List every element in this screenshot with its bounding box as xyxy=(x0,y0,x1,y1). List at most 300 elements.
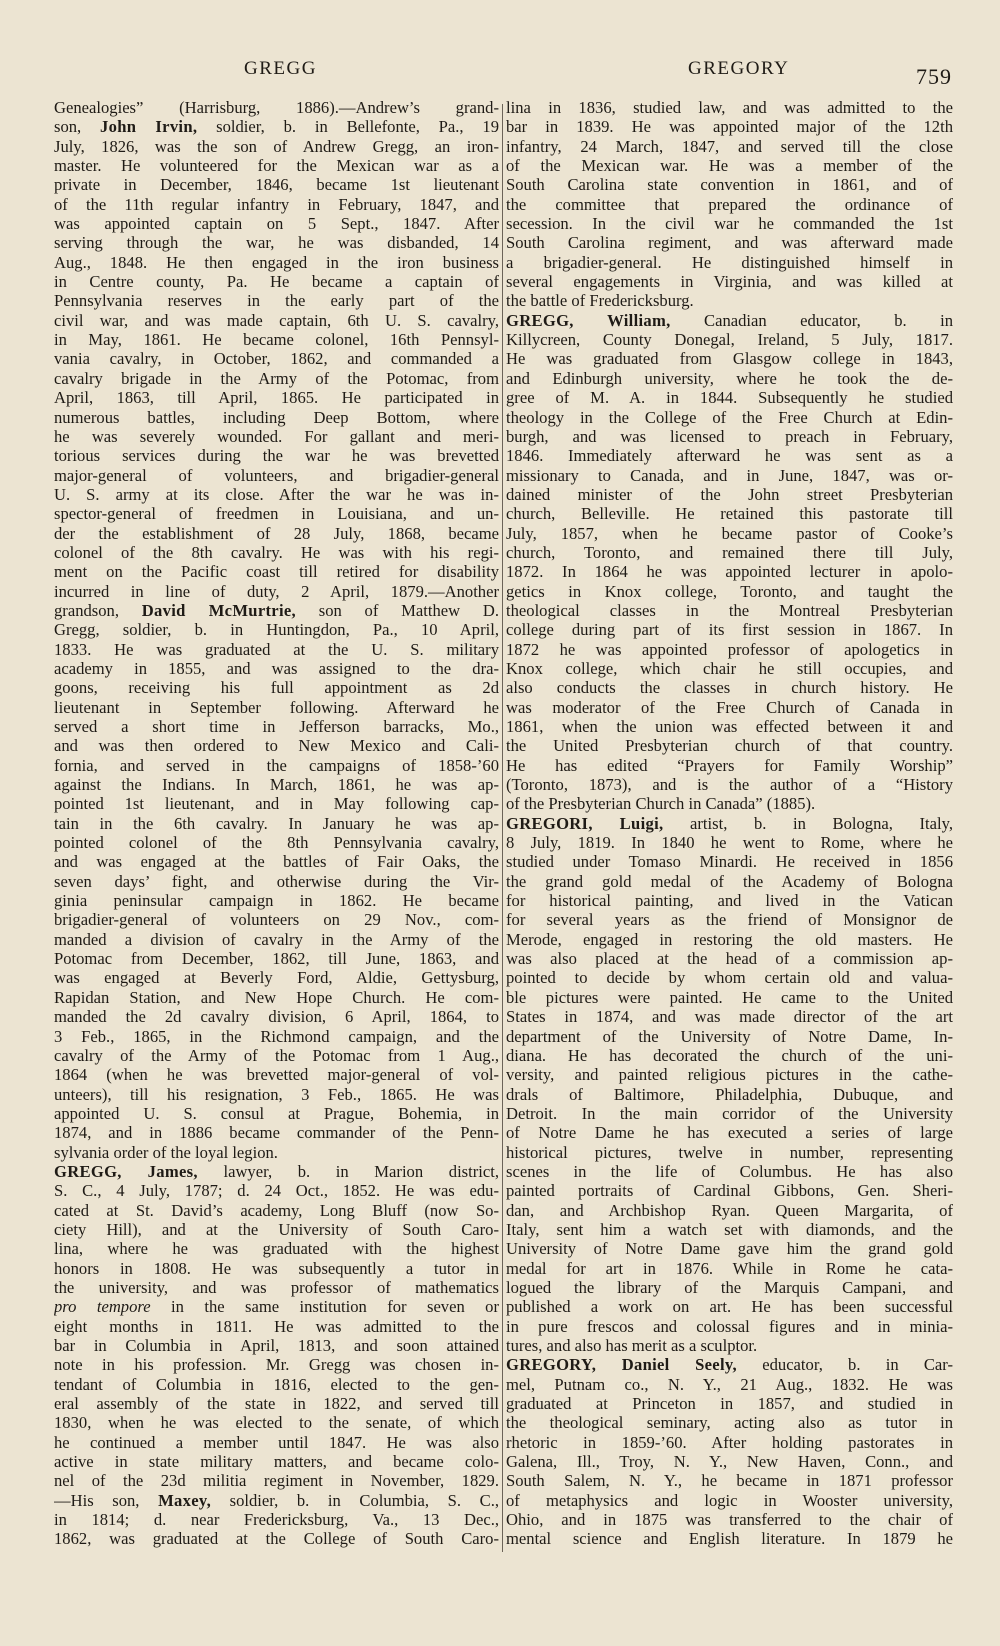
text-line xyxy=(506,117,953,136)
text-line xyxy=(506,968,953,987)
text-run: spector-general of freedmen in Louisiana, and un- xyxy=(54,504,499,524)
text-run: he was severely wounded. For gallant and meri- xyxy=(54,426,499,446)
text-run: grandson, xyxy=(54,600,142,620)
text-line xyxy=(54,1452,499,1471)
text-run: colonel of the 8th cavalry. He was with his regi- xyxy=(54,542,499,562)
text-run: historical pictures, twelve in number, representing xyxy=(506,1142,953,1162)
text-run: in the same institution for seven or xyxy=(150,1297,499,1317)
text-run: ment on the Pacific coast till retired for disability xyxy=(54,562,499,582)
text-line xyxy=(54,794,499,813)
text-line xyxy=(54,117,499,136)
text-run: of the Mexican war. He was a member of the xyxy=(506,156,953,176)
text-run: S. C., 4 July, 1787; d. 24 Oct., 1852. He was edu- xyxy=(54,1181,499,1201)
text-line xyxy=(506,1452,953,1471)
text-run: educator, b. in Car- xyxy=(737,1355,953,1375)
text-run: was moderator of the Free Church of Canada in xyxy=(506,697,953,717)
text-run: drals of Baltimore, Philadelphia, Dubuque, and xyxy=(506,1084,953,1104)
text-run: soldier, b. in Columbia, S. C., xyxy=(211,1490,499,1510)
text-run: academy in 1855, and was assigned to the dra- xyxy=(54,658,499,678)
text-line xyxy=(54,1355,499,1374)
text-run: Detroit. In the main corridor of the University xyxy=(506,1103,953,1123)
text-line xyxy=(506,891,953,910)
text-run: rhetoric in 1859-’60. After holding pastorates in xyxy=(506,1432,953,1452)
text-run: of Notre Dame he has executed a series of large xyxy=(506,1123,953,1143)
text-line xyxy=(506,485,953,504)
text-line xyxy=(54,620,499,639)
entry-heading: GREGORI, Luigi, xyxy=(506,813,664,833)
text-line xyxy=(506,949,953,968)
text-line xyxy=(54,968,499,987)
text-run: private in December, 1846, became 1st lieutenant xyxy=(54,175,499,195)
text-run: U. S. army at its close. After the war he was in- xyxy=(54,484,499,504)
text-run: South Salem, N. Y., he became in 1871 professor xyxy=(506,1471,953,1491)
column-divider xyxy=(502,104,503,1552)
text-line xyxy=(54,1433,499,1452)
text-run: Aug., 1848. He then engaged in the iron business xyxy=(54,252,499,272)
text-run: honors in 1808. He was subsequently a tutor in xyxy=(54,1258,499,1278)
text-line xyxy=(54,930,499,949)
text-run: department of the University of Notre Dame, In- xyxy=(506,1026,953,1046)
right-column xyxy=(506,98,953,1549)
text-line xyxy=(54,1259,499,1278)
text-run: lieutenant in September following. Afterward he xyxy=(54,697,499,717)
text-line xyxy=(506,137,953,156)
text-line xyxy=(506,717,953,736)
text-run: cavalry brigade in the Army of the Potomac, from xyxy=(54,368,499,388)
text-line xyxy=(506,272,953,291)
text-run: master. He volunteered for the Mexican war as a xyxy=(54,156,499,176)
text-line xyxy=(506,794,953,813)
text-run: —His son, xyxy=(54,1490,159,1510)
text-run: church, Toronto, and remained there till July, xyxy=(506,542,953,562)
text-run: nel of the 23d militia regiment in November, 1829. xyxy=(54,1471,499,1491)
text-line xyxy=(506,775,953,794)
text-run: active in state military matters, and became colo- xyxy=(54,1452,499,1472)
text-line xyxy=(54,1123,499,1142)
text-line xyxy=(506,1394,953,1413)
text-line xyxy=(506,504,953,523)
text-run: bar in 1839. He was appointed major of the 12th xyxy=(506,117,953,137)
text-line xyxy=(506,1220,953,1239)
text-line xyxy=(506,582,953,601)
text-line xyxy=(54,717,499,736)
text-line xyxy=(506,736,953,755)
text-run: was engaged at Beverly Ford, Aldie, Gettysburg, xyxy=(54,968,499,988)
text-line xyxy=(506,543,953,562)
text-line xyxy=(54,1085,499,1104)
text-run: Knox college, which chair he still occupies, and xyxy=(506,658,953,678)
text-line xyxy=(506,1375,953,1394)
text-line xyxy=(506,698,953,717)
text-run: Genealogies” (Harrisburg, 1886).—Andrew’s grand- xyxy=(54,98,499,117)
text-run: major-general of volunteers, and brigadier-general xyxy=(54,465,499,485)
text-line xyxy=(54,891,499,910)
text-line xyxy=(506,1355,953,1374)
text-line xyxy=(54,253,499,272)
text-line xyxy=(54,175,499,194)
text-run: fornia, and served in the campaigns of 1858-’60 xyxy=(54,755,499,775)
text-run: secession. In the civil war he commanded the 1st xyxy=(506,214,953,234)
text-run: lina, where he was graduated with the highest xyxy=(54,1239,499,1259)
text-line xyxy=(54,1491,499,1510)
text-run: for several years as the friend of Monsignor de xyxy=(506,910,953,930)
text-run: lina in 1836, studied law, and was admitted to the xyxy=(506,98,953,117)
text-run: and Edinburgh university, where he took the de- xyxy=(506,368,953,388)
text-run: Merode, engaged in restoring the old masters. He xyxy=(506,929,953,949)
text-line xyxy=(54,1007,499,1026)
text-line xyxy=(54,775,499,794)
italic-text: pro tempore xyxy=(54,1297,151,1317)
text-run: eight months in 1811. He was admitted to the xyxy=(54,1316,499,1336)
text-run: was also placed at the head of a commission ap- xyxy=(506,949,953,969)
text-run: the battle of Fredericksburg. xyxy=(506,291,694,311)
text-run: seven days’ fight, and otherwise during the Vir- xyxy=(54,871,499,891)
text-line xyxy=(506,1143,953,1162)
text-line xyxy=(506,1046,953,1065)
text-line xyxy=(506,601,953,620)
text-line xyxy=(54,233,499,252)
text-run: 1862, was graduated at the College of South Caro- xyxy=(54,1529,499,1549)
entry-heading: John Irvin, xyxy=(100,117,198,137)
text-run: the committee that prepared the ordinance of xyxy=(506,194,953,214)
text-run: of the Presbyterian Church in Canada” (1885). xyxy=(506,794,816,814)
text-line xyxy=(506,678,953,697)
text-run: ciety Hill), and at the University of South Caro- xyxy=(54,1219,499,1239)
text-line xyxy=(506,659,953,678)
text-line xyxy=(54,408,499,427)
text-run: diana. He has decorated the church of the uni- xyxy=(506,1045,953,1065)
text-line xyxy=(506,1278,953,1297)
text-run: der the establishment of 28 July, 1868, became xyxy=(54,523,499,543)
text-line xyxy=(54,524,499,543)
text-line xyxy=(54,330,499,349)
text-line xyxy=(506,1239,953,1258)
text-line xyxy=(506,524,953,543)
text-run: eral assembly of the state in 1822, and served till xyxy=(54,1394,499,1414)
text-run: unteers), till his resignation, 3 Feb., 1865. He was xyxy=(54,1084,499,1104)
text-line xyxy=(506,233,953,252)
text-line xyxy=(506,388,953,407)
text-run: getics in Knox college, Toronto, and taught the xyxy=(506,581,953,601)
text-line xyxy=(54,872,499,891)
text-line xyxy=(506,1201,953,1220)
left-column xyxy=(54,98,499,1549)
text-run: (Toronto, 1873), and is the author of a “History xyxy=(506,775,953,795)
text-run: July, 1826, was the son of Andrew Gregg, an iron- xyxy=(54,136,499,156)
text-run: Galena, Ill., Troy, N. Y., New Haven, Conn., and xyxy=(506,1452,953,1472)
text-run: several engagements in Virginia, and was killed at xyxy=(506,272,953,292)
text-run: missionary to Canada, and in June, 1847, was or- xyxy=(506,465,953,485)
text-run: dan, and Archbishop Ryan. Queen Margarita, of xyxy=(506,1200,953,1220)
text-run: 1872. In 1864 he was appointed lecturer in apolo- xyxy=(506,562,953,582)
text-line xyxy=(506,1162,953,1181)
text-line xyxy=(506,1433,953,1452)
text-run: manded a division of cavalry in the Army of the xyxy=(54,929,499,949)
text-line xyxy=(54,640,499,659)
text-line xyxy=(54,1046,499,1065)
text-line xyxy=(54,1181,499,1200)
text-run: cavalry of the Army of the Potomac from 1 Aug., xyxy=(54,1045,499,1065)
text-line xyxy=(54,1162,499,1181)
text-line xyxy=(506,910,953,929)
text-line xyxy=(54,543,499,562)
entry-heading: Maxey, xyxy=(158,1490,212,1510)
text-line xyxy=(54,1220,499,1239)
text-run: artist, b. in Bologna, Italy, xyxy=(663,813,953,833)
text-line xyxy=(506,1104,953,1123)
text-run: States in 1874, and was made director of the art xyxy=(506,1007,953,1027)
text-line xyxy=(54,272,499,291)
text-line xyxy=(506,1007,953,1026)
text-line xyxy=(54,1336,499,1355)
text-line xyxy=(54,427,499,446)
text-run: gree of M. A. in 1844. Subsequently he studied xyxy=(506,388,953,408)
text-run: civil war, and was made captain, 6th U. S. cavalry, xyxy=(54,310,499,330)
text-run: appointed U. S. consul at Prague, Bohemia, in xyxy=(54,1103,499,1123)
text-run: in May, 1861. He became colonel, 16th Pennsyl- xyxy=(54,330,499,350)
text-line xyxy=(54,659,499,678)
text-line xyxy=(506,466,953,485)
text-run: bar in Columbia in April, 1813, and soon attained xyxy=(54,1336,499,1355)
text-line xyxy=(54,1510,499,1529)
text-line xyxy=(54,311,499,330)
text-run: college during part of its first session in 1867. In xyxy=(506,620,953,640)
text-line xyxy=(506,1259,953,1278)
entry-heading: GREGORY, Daniel Seely, xyxy=(506,1355,738,1375)
text-line xyxy=(506,156,953,175)
text-line xyxy=(54,369,499,388)
text-run: infantry, 24 March, 1847, and served till the close xyxy=(506,136,953,156)
text-run: logued the library of the Marquis Campani, and xyxy=(506,1277,953,1297)
text-run: vania cavalry, in October, 1862, and commanded a xyxy=(54,349,499,369)
text-run: also conducts the classes in church history. He xyxy=(506,678,953,698)
text-line xyxy=(506,930,953,949)
text-run: and was engaged at the battles of Fair Oaks, the xyxy=(54,852,499,872)
text-line xyxy=(506,640,953,659)
text-run: goons, receiving his full appointment as 2d xyxy=(54,678,499,698)
text-run: for historical painting, and lived in the Vatican xyxy=(506,891,953,911)
text-line xyxy=(506,1123,953,1142)
text-line xyxy=(54,137,499,156)
text-run: he continued a member until 1847. He was also xyxy=(54,1432,499,1452)
text-run: painted portraits of Cardinal Gibbons, Gen. Sheri- xyxy=(506,1181,953,1201)
text-run: tures, and also has merit as a sculptor. xyxy=(506,1336,758,1355)
text-line xyxy=(54,1375,499,1394)
text-line xyxy=(54,466,499,485)
text-run: 1872 he was appointed professor of apologetics in xyxy=(506,639,953,659)
text-line xyxy=(54,1317,499,1336)
text-line xyxy=(506,852,953,871)
text-line xyxy=(54,1201,499,1220)
text-line xyxy=(506,1181,953,1200)
text-line xyxy=(54,195,499,214)
text-run: 8 July, 1819. In 1840 he went to Rome, where he xyxy=(506,833,953,853)
text-run: cated at St. David’s academy, Long Bluff (now So- xyxy=(54,1200,499,1220)
entry-heading: David McMurtrie, xyxy=(141,600,296,620)
text-line xyxy=(506,1085,953,1104)
text-line xyxy=(54,852,499,871)
text-run: lawyer, b. in Marion district, xyxy=(197,1161,499,1181)
text-line xyxy=(506,311,953,330)
text-run: 1864 (when he was brevetted major-general of vol- xyxy=(54,1065,499,1085)
text-line xyxy=(54,504,499,523)
text-line xyxy=(54,1471,499,1490)
text-run: the grand gold medal of the Academy of Bologna xyxy=(506,871,953,891)
text-line xyxy=(506,988,953,1007)
text-line xyxy=(54,833,499,852)
text-line xyxy=(506,1065,953,1084)
text-line xyxy=(506,214,953,233)
text-line xyxy=(506,1413,953,1432)
text-run: versity, and painted religious pictures in the cathe- xyxy=(506,1065,953,1085)
text-run: in 1814; d. near Fredericksburg, Va., 13 Dec., xyxy=(54,1510,499,1530)
text-run: He was graduated from Glasgow college in 1843, xyxy=(506,349,953,369)
entry-heading: GREGG, James, xyxy=(54,1161,198,1181)
text-line xyxy=(506,369,953,388)
text-run: 1830, when he was elected to the senate, of which xyxy=(54,1413,499,1433)
text-line xyxy=(506,1027,953,1046)
text-run: in Centre county, Pa. He became a captain of xyxy=(54,272,499,292)
text-run: serving through the war, he was disbanded, 14 xyxy=(54,233,499,253)
text-run: pointed to decide by whom certain old and valua- xyxy=(506,968,953,988)
text-run: ble pictures were painted. He came to the United xyxy=(506,987,953,1007)
text-run: ginia peninsular campaign in 1862. He became xyxy=(54,891,499,911)
text-line xyxy=(54,1104,499,1123)
text-line xyxy=(506,1529,953,1548)
text-line xyxy=(506,195,953,214)
text-run: July, 1857, when he became pastor of Cooke’s xyxy=(506,523,953,543)
text-line xyxy=(506,446,953,465)
text-run: published a work on art. He has been successful xyxy=(506,1297,953,1317)
text-line xyxy=(506,1317,953,1336)
text-line xyxy=(506,562,953,581)
text-run: graduated at Princeton in 1857, and studied in xyxy=(506,1394,953,1414)
text-line xyxy=(54,562,499,581)
text-run: medal for art in 1876. While in Rome he cata- xyxy=(506,1258,953,1278)
text-line xyxy=(506,1510,953,1529)
text-line xyxy=(506,833,953,852)
text-run: was appointed captain on 5 Sept., 1847. After xyxy=(54,214,499,234)
text-run: Potomac from December, 1862, till June, 1863, and xyxy=(54,949,499,969)
text-line xyxy=(54,678,499,697)
text-run: brigadier-general of volunteers on 29 Nov., com- xyxy=(54,910,499,930)
running-head-right: GREGORY xyxy=(688,58,790,79)
text-line xyxy=(506,253,953,272)
text-line xyxy=(54,485,499,504)
text-line xyxy=(506,98,953,117)
text-run: son, xyxy=(54,117,101,137)
text-run: theology in the College of the Free Church at Edin- xyxy=(506,407,953,427)
text-run: pointed 1st lieutenant, and in May following cap- xyxy=(54,794,499,814)
text-run: soldier, b. in Bellefonte, Pa., 19 xyxy=(197,117,499,137)
text-run: 1833. He was graduated at the U. S. military xyxy=(54,639,499,659)
page-number: 759 xyxy=(916,64,952,89)
text-line xyxy=(54,446,499,465)
text-run: the university, and was professor of mathematics xyxy=(54,1277,499,1297)
text-run: scenes in the life of Columbus. He has also xyxy=(506,1161,953,1181)
text-line xyxy=(54,949,499,968)
text-line xyxy=(54,1529,499,1548)
text-run: a brigadier-general. He distinguished himself in xyxy=(506,252,953,272)
text-run: mental science and English literature. In 1879 he xyxy=(506,1529,953,1549)
text-line xyxy=(506,330,953,349)
text-line xyxy=(54,756,499,775)
text-run: mel, Putnam co., N. Y., 21 Aug., 1832. He was xyxy=(506,1374,953,1394)
text-line xyxy=(506,408,953,427)
text-line xyxy=(506,175,953,194)
text-run: manded the 2d cavalry division, 6 April, 1864, to xyxy=(54,1007,499,1027)
text-run: the United Presbyterian church of that country. xyxy=(506,736,953,756)
text-run: South Carolina state convention in 1861, and of xyxy=(506,175,953,195)
text-run: torious services during the war he was brevetted xyxy=(54,446,499,466)
text-line xyxy=(506,872,953,891)
text-line xyxy=(54,582,499,601)
text-line xyxy=(506,1336,953,1355)
text-run: Canadian educator, b. in xyxy=(670,310,953,330)
text-line xyxy=(54,601,499,620)
text-run: Killycreen, County Donegal, Ireland, 5 July, 1817. xyxy=(506,330,953,350)
text-run: Pennsylvania reserves in the early part of the xyxy=(54,291,499,311)
text-run: Gregg, soldier, b. in Huntingdon, Pa., 10 April, xyxy=(54,620,499,640)
text-line xyxy=(54,1143,499,1162)
text-run: of metaphysics and logic in Wooster university, xyxy=(506,1490,953,1510)
text-line xyxy=(506,291,953,310)
text-line xyxy=(506,349,953,368)
text-line xyxy=(506,1297,953,1316)
text-line xyxy=(54,1027,499,1046)
text-run: of the 11th regular infantry in February, 1847, and xyxy=(54,194,499,214)
text-run: South Carolina regiment, and was afterward made xyxy=(506,233,953,253)
text-line xyxy=(54,156,499,175)
text-line xyxy=(54,349,499,368)
text-run: burgh, and was licensed to preach in February, xyxy=(506,426,953,446)
text-run: Italy, sent him a watch set with diamonds, and the xyxy=(506,1219,953,1239)
text-line xyxy=(54,98,499,117)
text-line xyxy=(54,1065,499,1084)
text-run: Ohio, and in 1875 was transferred to the chair of xyxy=(506,1510,953,1530)
text-line xyxy=(54,1413,499,1432)
text-line xyxy=(506,1471,953,1490)
text-line xyxy=(54,698,499,717)
text-run: note in his profession. Mr. Gregg was chosen in- xyxy=(54,1355,499,1375)
text-line xyxy=(506,814,953,833)
text-run: University of Notre Dame gave him the grand gold xyxy=(506,1239,953,1259)
text-run: numerous battles, including Deep Bottom, where xyxy=(54,407,499,427)
text-run: church, Belleville. He retained this pastorate till xyxy=(506,504,953,524)
text-run: in pure frescos and colossal figures and in minia- xyxy=(506,1316,953,1336)
text-line xyxy=(54,214,499,233)
text-run: sylvania order of the loyal legion. xyxy=(54,1142,278,1162)
text-run: Rapidan Station, and New Hope Church. He com- xyxy=(54,987,499,1007)
text-run: studied under Tomaso Minardi. He received in 1856 xyxy=(506,852,953,872)
text-line xyxy=(54,1297,499,1316)
text-run: served a short time in Jefferson barracks, Mo., xyxy=(54,717,499,736)
text-run: pointed colonel of the 8th Pennsylvania cavalry, xyxy=(54,833,499,853)
text-line xyxy=(54,1239,499,1258)
text-line xyxy=(54,736,499,755)
text-run: 3 Feb., 1865, in the Richmond campaign, and the xyxy=(54,1026,499,1046)
text-run: 1874, and in 1886 became commander of the Penn- xyxy=(54,1123,499,1143)
text-run: son of Matthew D. xyxy=(296,600,499,620)
text-line xyxy=(54,988,499,1007)
text-run: dained minister of the John street Presbyterian xyxy=(506,484,953,504)
text-line xyxy=(506,620,953,639)
text-line xyxy=(54,910,499,929)
text-run: against the Indians. In March, 1861, he was ap- xyxy=(54,775,499,795)
text-run: tain in the 6th cavalry. In January he was ap- xyxy=(54,813,499,833)
text-line xyxy=(506,756,953,775)
text-line xyxy=(54,388,499,407)
